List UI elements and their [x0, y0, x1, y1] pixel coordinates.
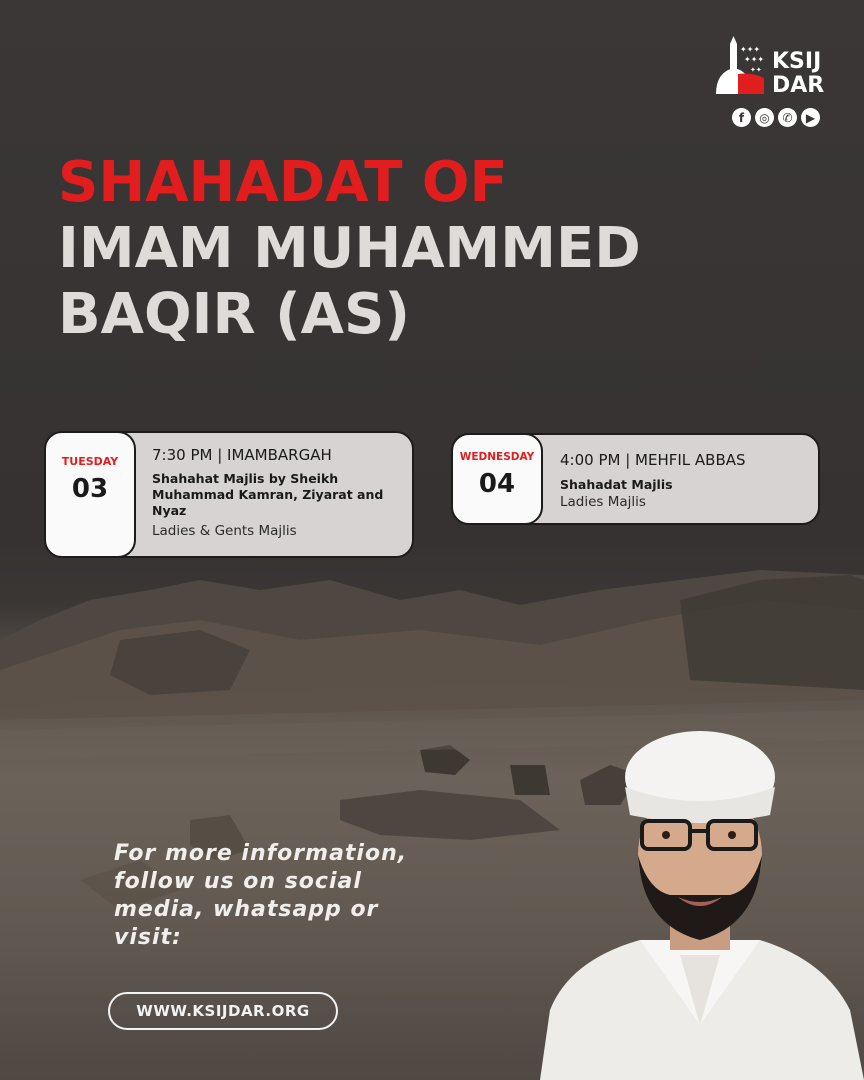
ksij-dar-logo	[712, 36, 830, 132]
event-day: 03	[71, 474, 109, 504]
info-text: For more information, follow us on social media, whatsapp or visit:	[114, 841, 408, 950]
event-audience: Ladies Majlis	[560, 494, 646, 510]
whatsapp-icon[interactable]: ✆	[778, 108, 797, 127]
logo-line1: KSIJ	[772, 49, 822, 74]
event-weekday: TUESDAY	[61, 455, 119, 468]
event-date-box	[451, 433, 543, 525]
title-line-2: IMAM MUHAMMED	[58, 216, 641, 281]
svg-text:✦✦✦: ✦✦✦	[740, 45, 761, 54]
instagram-icon[interactable]: ◎	[755, 108, 774, 127]
event-audience: Ladies & Gents Majlis	[152, 523, 297, 539]
event-day: 04	[478, 469, 516, 499]
facebook-icon[interactable]: f	[732, 108, 751, 127]
logo-line2: DAR	[772, 73, 825, 98]
mosque-icon	[712, 36, 772, 100]
title-line-1: SHAHADAT OF	[58, 150, 508, 215]
title-line-3: BAQIR (AS)	[58, 282, 410, 347]
social-icons	[732, 108, 820, 127]
event-description: Shahadat Majlis	[560, 477, 673, 492]
youtube-icon[interactable]: ▶	[801, 108, 820, 127]
event-description: Shahahat Majlis by Sheikh Muhammad Kamran, Ziyarat and Nyaz	[152, 471, 384, 518]
event-time-place: 4:00 PM | MEHFIL ABBAS	[560, 451, 746, 469]
logo-text	[772, 50, 824, 98]
svg-text:✦✦✦: ✦✦✦	[744, 55, 765, 64]
page-title	[58, 150, 641, 348]
event-time-place: 7:30 PM | IMAMBARGAH	[152, 446, 332, 464]
event-weekday: WEDNESDAY	[459, 451, 535, 463]
speaker-portrait	[530, 725, 864, 1080]
website-link[interactable]: WWW.KSIJDAR.ORG	[108, 992, 338, 1030]
svg-text:✦✦: ✦✦	[750, 66, 762, 74]
event-date-box	[44, 431, 136, 558]
